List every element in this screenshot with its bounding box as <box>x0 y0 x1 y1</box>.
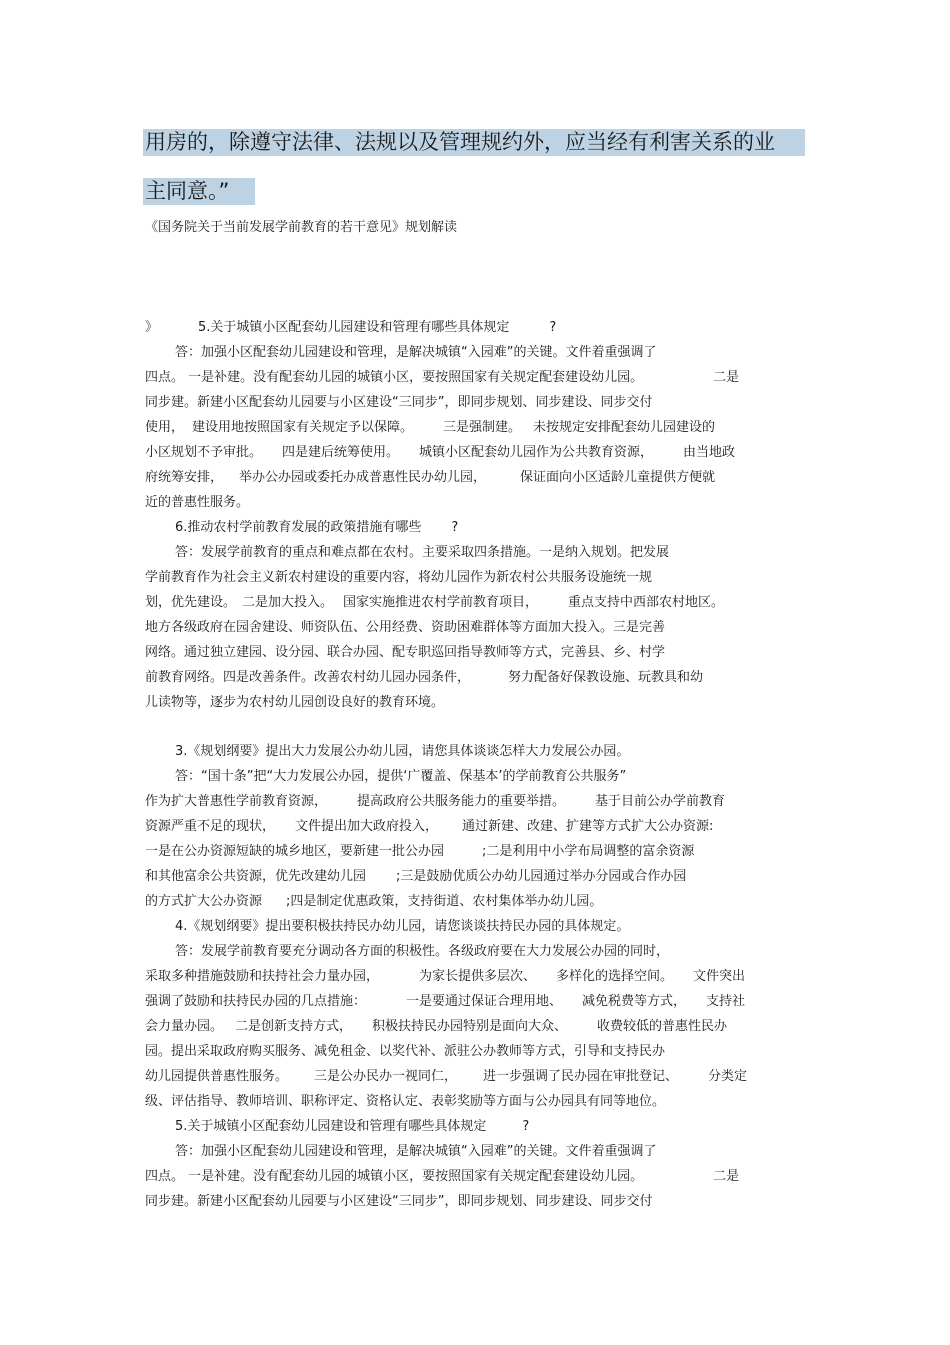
text-segment: 二是创新支持方式， <box>235 1019 353 1034</box>
text-segment: ? <box>549 320 557 335</box>
text-segment: 幼儿园提供普惠性服务。 <box>145 1069 289 1084</box>
text-segment: 积极扶持民办园特别是面向大众、 <box>372 1019 568 1034</box>
text-segment: 强调了鼓励和扶持民办园的几点措施： <box>145 994 367 1009</box>
text-segment: 近的普惠性服务。 <box>145 495 250 510</box>
text-segment: 同步建。新建小区配套幼儿园要与小区建设“三同步”，即同步规划、同步建设、同步交付 <box>145 1194 653 1209</box>
text-segment: 国家实施推进农村学前教育项目， <box>343 595 539 610</box>
text-line <box>145 1093 665 1111</box>
text-line <box>145 1068 747 1086</box>
text-line <box>145 843 694 861</box>
text-segment: 作为扩大普惠性学前教育资源， <box>145 794 328 809</box>
text-segment: 提高政府公共服务能力的重要举措。 <box>357 794 566 809</box>
text-segment: ;二是利用中小学布局调整的富余资源 <box>482 844 695 859</box>
text-segment: 二是 <box>713 1169 740 1184</box>
text-segment: 二是 <box>713 370 740 385</box>
text-segment: 城镇小区配套幼儿园作为公共教育资源， <box>419 445 654 460</box>
text-line <box>145 394 652 412</box>
text-segment: 地方各级政府在园舍建设、师资队伍、公用经费、资助困难群体等方面加大投入。三是完善 <box>145 620 666 635</box>
highlighted-heading-line-1: 用房的，除遵守法律、法规以及管理规约外，应当经有利害关系的业 <box>143 129 805 156</box>
text-segment: 6.推动农村学前教育发展的政策措施有哪些 <box>175 520 422 535</box>
text-segment: 5.关于城镇小区配套幼儿园建设和管理有哪些具体规定 <box>175 1119 487 1134</box>
text-line <box>145 669 703 687</box>
text-line <box>145 419 715 437</box>
text-segment: 举办公办园或委托办成普惠性民办幼儿园， <box>239 470 487 485</box>
text-segment: 一是在公办资源短缺的城乡地区，要新建一批公办园 <box>145 844 445 859</box>
text-segment: 支持社 <box>706 994 746 1009</box>
text-segment: 未按规定安排配套幼儿园建设的 <box>533 420 716 435</box>
text-segment: 会力量办园。 <box>145 1019 224 1034</box>
text-line <box>145 1168 739 1186</box>
text-line <box>145 494 249 512</box>
text-segment: 重点支持中西部农村地区。 <box>568 595 725 610</box>
text-segment: 3.《规划纲要》提出大力发展公办幼儿园，请您具体谈谈怎样大力发展公办园。 <box>175 744 630 759</box>
text-line <box>145 1018 727 1036</box>
text-segment: 》 <box>145 320 159 335</box>
text-line <box>145 1143 656 1161</box>
text-line <box>145 469 715 487</box>
text-segment: 小区规划不予审批。 <box>145 445 263 460</box>
text-line <box>145 793 725 811</box>
text-segment: 由当地政 <box>683 445 736 460</box>
text-line <box>145 644 665 662</box>
text-segment: 基于目前公办学前教育 <box>595 794 726 809</box>
text-segment: 5.关于城镇小区配套幼儿园建设和管理有哪些具体规定 <box>198 320 510 335</box>
text-segment: 答：加强小区配套幼儿园建设和管理，是解决城镇“入园难”的关键。文件着重强调了 <box>175 1144 657 1159</box>
text-segment: 四点。 一是补建。没有配套幼儿园的城镇小区，要按照国家有关规定配套建设幼儿园。 <box>145 1169 644 1184</box>
text-segment: 收费较低的普惠性民办 <box>597 1019 728 1034</box>
text-line <box>145 369 739 387</box>
text-segment: 减免税费等方式， <box>582 994 687 1009</box>
text-line <box>145 544 669 562</box>
text-segment: ? <box>451 520 459 535</box>
text-line <box>145 768 626 786</box>
text-segment: 府统筹安排， <box>145 470 224 485</box>
text-line <box>145 519 458 537</box>
text-segment: 一是要通过保证合理用地、 <box>406 994 563 1009</box>
text-segment: 四是建后统筹使用。 <box>282 445 400 460</box>
text-line <box>145 344 656 362</box>
text-segment: 同步建。新建小区配套幼儿园要与小区建设“三同步”，即同步规划、同步建设、同步交付 <box>145 395 653 410</box>
text-segment: 进一步强调了民办园在审批登记、 <box>483 1069 679 1084</box>
text-line <box>145 943 669 961</box>
text-segment: ;三是鼓励优质公办幼儿园通过举办分园或合作办园 <box>396 869 687 884</box>
text-segment: 网络。通过独立建园、设分园、联合办园、配专职巡回指导教师等方式，完善县、乡、村学 <box>145 645 666 660</box>
text-segment: ? <box>522 1119 530 1134</box>
text-line <box>145 743 629 761</box>
text-segment: 的方式扩大公办资源 <box>145 894 263 909</box>
text-line <box>145 619 665 637</box>
text-segment: 文件提出加大政府投入， <box>295 819 439 834</box>
text-segment: 使用， <box>145 420 185 435</box>
text-segment: 多样化的选择空间。 <box>556 969 674 984</box>
text-line <box>145 444 735 462</box>
text-line <box>145 1193 652 1211</box>
text-segment: 4.《规划纲要》提出要积极扶持民办幼儿园，请您谈谈扶持民办园的具体规定。 <box>175 919 630 934</box>
text-line <box>145 868 686 886</box>
text-segment: 答：发展学前教育的重点和难点都在农村。主要采取四条措施。一是纳入规划。把发展 <box>175 545 670 560</box>
text-segment: 和其他富余公共资源，优先改建幼儿园 <box>145 869 367 884</box>
highlighted-heading-line-2: 主同意。” <box>143 178 255 205</box>
text-line <box>145 594 724 612</box>
text-segment: 级、评估指导、教师培训、职称评定、资格认定、表彰奖励等方面与公办园具有同等地位。 <box>145 1094 666 1109</box>
text-segment: 答：“国十条”把“大力发展公办园，提供‘广覆盖、保基本’的学前教育公共服务” <box>175 769 627 784</box>
text-segment: 二是加大投入。 <box>242 595 334 610</box>
text-segment: 学前教育作为社会主义新农村建设的重要内容，将幼儿园作为新农村公共服务设施统一规 <box>145 570 653 585</box>
text-segment: 三是公办民办一视同仁， <box>314 1069 458 1084</box>
text-segment: 采取多种措施鼓励和扶持社会力量办园， <box>145 969 380 984</box>
text-line <box>145 918 629 936</box>
text-segment: ;四是制定优惠政策，支持街道、农村集体举办幼儿园。 <box>286 894 603 909</box>
text-segment: 前教育网络。四是改善条件。改善农村幼儿园办园条件， <box>145 670 471 685</box>
text-line <box>145 694 444 712</box>
text-line <box>145 968 745 986</box>
text-line <box>145 993 745 1011</box>
text-segment: 文件突出 <box>693 969 746 984</box>
text-line <box>145 319 556 337</box>
text-line <box>145 818 713 836</box>
text-segment: 资源严重不足的现状， <box>145 819 276 834</box>
text-segment: 三是强制建。 <box>443 420 522 435</box>
text-segment: 儿读物等，逐步为农村幼儿园创设良好的教育环境。 <box>145 695 445 710</box>
text-segment: 四点。 一是补建。没有配套幼儿园的城镇小区，要按照国家有关规定配套建设幼儿园。 <box>145 370 644 385</box>
text-segment: 园。提出采取政府购买服务、减免租金、以奖代补、派驻公办教师等方式，引导和支持民办 <box>145 1044 666 1059</box>
text-segment: 分类定 <box>708 1069 748 1084</box>
text-line <box>145 569 652 587</box>
text-segment: 建设用地按照国家有关规定予以保障。 <box>192 420 414 435</box>
document-subtitle: 《国务院关于当前发展学前教育的若干意见》规划解读 <box>145 220 458 235</box>
text-segment: 努力配备好保教设施、玩教具和幼 <box>508 670 704 685</box>
text-segment: 通过新建、改建、扩建等方式扩大公办资源: <box>462 819 714 834</box>
text-segment: 为家长提供多层次、 <box>419 969 537 984</box>
text-segment: 保证面向小区适龄儿童提供方便就 <box>520 470 716 485</box>
text-segment: 答：发展学前教育要充分调动各方面的积极性。各级政府要在大力发展公办园的同时， <box>175 944 670 959</box>
text-line <box>145 1043 665 1061</box>
text-line <box>145 1118 529 1136</box>
text-segment: 答：加强小区配套幼儿园建设和管理，是解决城镇“入园难”的关键。文件着重强调了 <box>175 345 657 360</box>
text-line <box>145 893 602 911</box>
text-segment: 划，优先建设。 <box>145 595 237 610</box>
